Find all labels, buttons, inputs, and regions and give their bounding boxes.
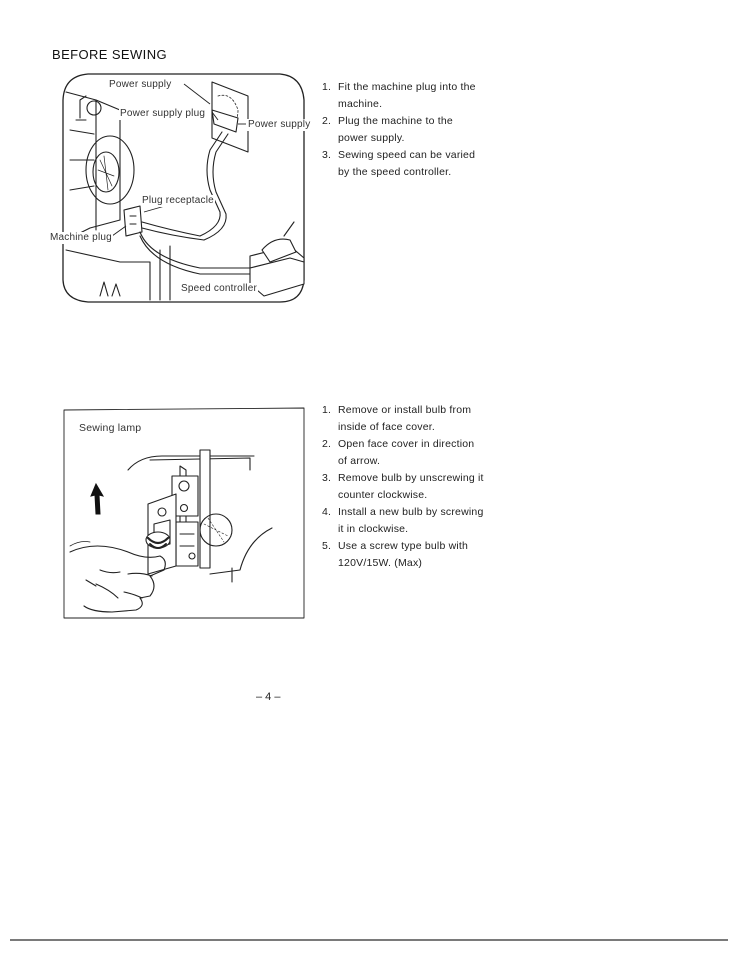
- step-text: Open face cover in direction of arrow.: [338, 438, 475, 467]
- label-machine-plug: Machine plug: [50, 232, 112, 243]
- list-item: [322, 538, 484, 572]
- page-number: – 4 –: [256, 691, 281, 703]
- step-number: 3.: [322, 149, 332, 161]
- list-item: [322, 402, 484, 436]
- bottom-divider: [10, 939, 728, 941]
- step-text: Use a screw type bulb with 120V/15W. (Max): [338, 540, 469, 569]
- label-power-supply-plug: Power supply plug: [120, 108, 206, 119]
- step-text: Plug the machine to the power supply.: [338, 115, 453, 144]
- step-number: 2.: [322, 438, 332, 450]
- step-number: 1.: [322, 81, 332, 93]
- list-item: [322, 470, 484, 504]
- label-power-supply-right: Power supply: [248, 119, 311, 130]
- sewing-lamp-steps: [322, 402, 484, 572]
- label-sewing-lamp: Sewing lamp: [79, 422, 142, 434]
- step-number: 1.: [322, 404, 332, 416]
- step-text: Remove or install bulb from inside of face cover.: [338, 404, 472, 433]
- label-speed-controller: Speed controller: [181, 283, 258, 294]
- step-number: 5.: [322, 540, 332, 552]
- step-text: Install a new bulb by screwing it in clockwise.: [338, 506, 484, 535]
- label-power-supply-top: Power supply: [109, 79, 172, 90]
- step-text: Fit the machine plug into the machine.: [338, 81, 476, 110]
- step-number: 4.: [322, 506, 332, 518]
- section-heading: BEFORE SEWING: [52, 47, 167, 62]
- list-item: [322, 504, 484, 538]
- step-number: 3.: [322, 472, 332, 484]
- step-number: 2.: [322, 115, 332, 127]
- list-item: [322, 436, 484, 470]
- label-plug-receptacle: Plug receptacle: [142, 195, 214, 206]
- step-text: Remove bulb by unscrewing it counter clockwise.: [338, 472, 484, 501]
- step-text: Sewing speed can be varied by the speed controller.: [338, 149, 476, 178]
